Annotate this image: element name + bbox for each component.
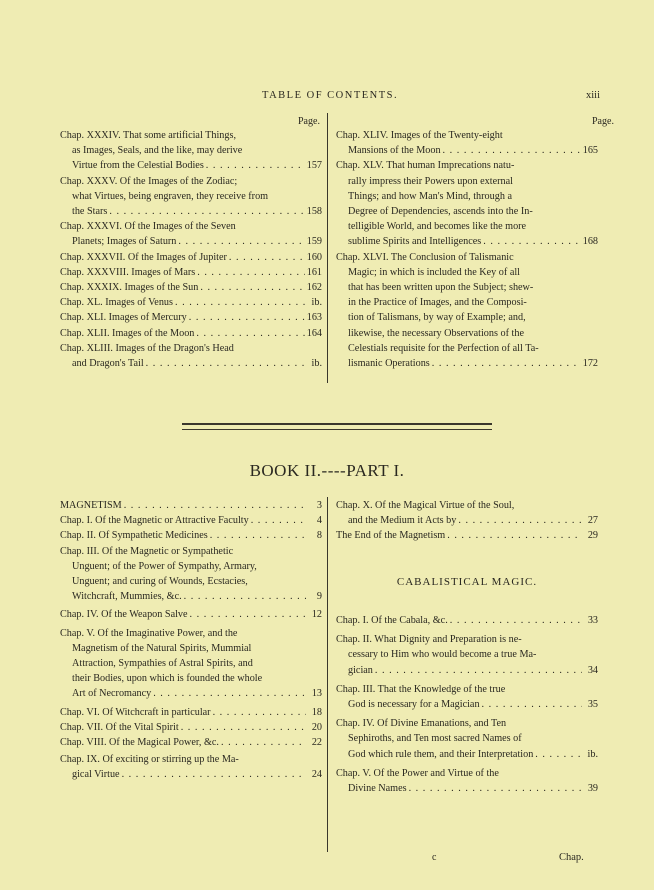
dot-leader (375, 663, 582, 678)
toc-entry (60, 607, 322, 622)
dot-leader (189, 310, 305, 325)
cabalistical-heading: CABALISTICAL MAGIC. (396, 576, 538, 588)
toc-entry-line: in the Practice of Images, and the Composi- (348, 297, 527, 309)
toc-entry-title: Virtue from the Celestial Bodies (72, 160, 204, 172)
toc-entry-page: 34 (587, 664, 598, 676)
dot-leader (450, 613, 582, 628)
toc-entry-title: Chap. XXXVIII. Images of Mars (60, 266, 196, 278)
toc-entry-page: 172 (582, 358, 598, 370)
toc-entry (60, 326, 322, 341)
toc-entry-page: 163 (306, 312, 322, 324)
toc-entry (60, 310, 322, 325)
toc-entry-line: Chap. XLV. That human Imprecations natu- (336, 160, 515, 172)
toc-entry-line: Chap. III. Of the Magnetic or Sympathetic (60, 545, 234, 557)
toc-entry-line: Chap. IV. Of Divine Emanations, and Ten (336, 718, 507, 730)
toc-entry-line: Magic; in which is included the Key of all (348, 266, 521, 278)
toc-entry-line: telligible World, and becomes like the more (348, 221, 527, 233)
toc-entry-title: gician (348, 664, 373, 676)
dot-leader (535, 747, 582, 762)
dot-leader (213, 705, 306, 720)
toc-entry-line: Chap. XLIV. Images of the Twenty-eight (336, 130, 503, 141)
toc-entry (336, 682, 598, 712)
dot-leader (124, 498, 306, 513)
toc-entry (60, 720, 322, 735)
toc-left-column (60, 128, 322, 371)
toc-entry-title: Chap. VIII. Of the Magical Power, &c. (60, 737, 219, 749)
toc-entry-line: Chap. XXXIV. That some artificial Things, (60, 130, 236, 141)
page-label-right: Page. (592, 116, 614, 127)
toc-entry-line: what Virtues, being engraven, they receive from (72, 190, 269, 202)
toc-entry-title: Planets; Images of Saturn (72, 236, 177, 248)
toc-entry-title: the Stars (72, 206, 108, 218)
toc-entry-line: Attraction, Sympathies of Astral Spirits, and (72, 658, 253, 670)
toc-entry-page: 22 (311, 737, 322, 749)
toc-entry-line: Chap. II. What Dignity and Preparation is ne- (336, 634, 522, 646)
toc-entry-page: 35 (587, 699, 598, 711)
toc-entry (60, 250, 322, 265)
toc-entry (60, 341, 322, 371)
toc-entry-title: Chap. VII. Of the Vital Spirit (60, 721, 179, 733)
toc-entry-page: 160 (306, 251, 322, 263)
dot-leader (200, 280, 304, 295)
toc-right-column (336, 128, 598, 371)
toc-entry-page: 164 (306, 327, 322, 339)
toc-entry (60, 128, 322, 174)
toc-entry-line: Chap. V. Of the Imaginative Power, and the (60, 627, 238, 639)
toc-entry (336, 158, 598, 249)
dot-leader (443, 143, 581, 158)
toc-entry-line: Magnetism of the Natural Spirits, Mummial (72, 642, 252, 654)
running-header-title: TABLE OF CONTENTS. (262, 90, 399, 101)
toc-entry-title: and Dragon's Tail (72, 358, 144, 370)
toc-entry-title: Chap. IV. Of the Weapon Salve (60, 609, 188, 621)
toc-entry-page: 24 (311, 769, 322, 781)
dot-leader (146, 356, 306, 371)
toc-entry-line: Chap. XXXV. Of the Images of the Zodiac; (60, 175, 238, 187)
toc-entry-title: Chap. XLI. Images of Mercury (60, 312, 187, 324)
dot-leader (190, 607, 306, 622)
toc-entry-title: Art of Necromancy (72, 688, 152, 700)
toc-entry-page: 161 (306, 266, 322, 278)
toc-entry-page: 18 (311, 706, 322, 718)
toc-entry (60, 174, 322, 220)
toc-entry-page: 4 (316, 515, 322, 527)
dot-leader (122, 767, 306, 782)
divider-rule-thin (182, 429, 492, 430)
toc-entry (60, 528, 322, 543)
toc-entry (60, 626, 322, 702)
toc-entry-title: Chap. XLII. Images of the Moon (60, 327, 195, 339)
toc-entry-line: Unguent; of the Power of Sympathy, Armary, (72, 560, 257, 572)
toc-entry-title: Chap. VI. Of Witchcraft in particular (60, 706, 211, 718)
toc-entry-page: 9 (316, 591, 322, 603)
book-title: BOOK II.----PART I. (249, 461, 405, 480)
toc-entry-line: Chap. XLVI. The Conclusion of Talismanic (336, 251, 514, 263)
toc-entry (336, 632, 598, 678)
toc-entry-page: 27 (587, 515, 598, 527)
toc-entry-title: Divine Names (348, 783, 407, 795)
dot-leader (447, 528, 582, 543)
dot-leader (221, 735, 306, 750)
toc-entry-page: 165 (582, 145, 598, 157)
dot-leader (482, 697, 582, 712)
toc-entry (336, 528, 598, 543)
toc-entry (60, 752, 322, 782)
toc-entry-page: 29 (587, 530, 598, 542)
toc2-right-column-magnetism (336, 498, 598, 544)
catchword: Chap. (559, 852, 584, 863)
toc-entry-title: sublime Spirits and Intelligences (348, 236, 482, 248)
dot-leader (251, 513, 306, 528)
toc-entry-title: Chap. I. Of the Cabala, &c. (336, 615, 448, 626)
dot-leader (210, 528, 306, 543)
toc-entry-title: gical Virtue (72, 769, 120, 781)
toc-entry-line: likewise, the necessary Observations of the (348, 327, 524, 339)
toc-entry-page: 13 (311, 688, 322, 700)
dot-leader (197, 265, 304, 280)
toc-entry-title: The End of the Magnetism (336, 530, 446, 542)
toc-entry-title: Chap. XL. Images of Venus (60, 297, 173, 309)
toc-entry-page: 158 (306, 206, 322, 218)
page-numeral: xiii (586, 90, 601, 101)
dot-leader (458, 513, 582, 528)
toc-entry-page: 159 (306, 236, 322, 248)
toc-entry-line: Chap. IX. Of exciting or stirring up the Ma- (60, 754, 239, 766)
dot-leader (181, 720, 306, 735)
toc-entry (336, 498, 598, 528)
toc-entry-title: and the Medium it Acts by (348, 515, 457, 527)
toc-entry (336, 613, 598, 628)
toc-entry-page: ib. (587, 748, 598, 760)
toc-entry-line: tion of Talismans, by way of Example; and, (348, 312, 526, 324)
dot-leader (184, 589, 306, 604)
toc-entry-title: Mansions of the Moon (348, 145, 441, 157)
toc-entry-page: 20 (311, 721, 322, 733)
toc-entry (60, 544, 322, 605)
toc-entry (60, 735, 322, 750)
toc-entry-line: Chap. V. Of the Power and Virtue of the (336, 767, 499, 779)
toc-entry-title: lismanic Operations (348, 358, 430, 370)
toc-entry-line: as Images, Seals, and the like, may derive (72, 145, 243, 157)
divider-rule-thick (182, 423, 492, 425)
toc-entry-title: Chap. XXXIX. Images of the Sun (60, 282, 199, 294)
toc-entry-line: Celestials requisite for the Perfection of all Ta- (348, 342, 539, 354)
toc2-left-column (60, 498, 322, 783)
toc-entry (60, 705, 322, 720)
toc-entry-line: Degree of Dependencies, ascends into the In- (348, 206, 533, 218)
dot-leader (178, 234, 304, 249)
toc-entry-title: God which rule them, and their Interpretation (348, 748, 534, 760)
toc-entry-page: 39 (587, 783, 598, 795)
toc-entry (60, 295, 322, 310)
dot-leader (206, 158, 305, 173)
toc-entry (60, 265, 322, 280)
toc-entry-page: 12 (311, 609, 322, 621)
toc-entry-title: Witchcraft, Mummies, &c. (72, 591, 182, 603)
toc-entry-line: Chap. XXXVI. Of the Images of the Seven (60, 221, 236, 233)
toc-entry-line: Sephiroths, and Ten most sacred Names of (348, 733, 522, 745)
dot-leader (153, 686, 306, 701)
dot-leader (109, 204, 304, 219)
toc-entry-line: their Bodies, upon which is founded the whole (72, 673, 263, 685)
toc-entry-page: 168 (582, 236, 598, 248)
toc-entry-line: Unguent; and curing of Wounds, Ecstacies, (72, 576, 248, 588)
toc-entry-page: 8 (316, 530, 322, 542)
toc-entry-page: 3 (316, 500, 322, 511)
page-label-left: Page. (298, 116, 320, 127)
dot-leader (175, 295, 306, 310)
toc-entry-title: Chap. I. Of the Magnetic or Attractive Faculty (60, 515, 249, 527)
toc-entry-title: MAGNETISM (60, 500, 122, 511)
dot-leader (432, 356, 581, 371)
column-divider-bottom (327, 497, 328, 852)
toc-entry-title: Chap. II. Of Sympathetic Medicines (60, 530, 208, 542)
toc-entry-line: Things; and how Man's Mind, through a (348, 190, 512, 202)
toc-entry (60, 498, 322, 513)
toc-entry (336, 716, 598, 762)
toc-entry-line: that has been written upon the Subject; shew- (348, 282, 534, 294)
toc-entry-page: ib. (311, 297, 322, 309)
dot-leader (229, 250, 305, 265)
toc-entry-line: Chap. XLIII. Images of the Dragon's Head (60, 342, 234, 354)
toc-entry-page: 162 (306, 282, 322, 294)
toc-entry-line: Chap. X. Of the Magical Virtue of the Soul, (336, 500, 515, 511)
toc-entry (60, 513, 322, 528)
dot-leader (196, 326, 304, 341)
column-divider-top (327, 113, 328, 383)
toc2-right-column-cabala (336, 613, 598, 796)
toc-entry-line: Chap. III. That the Knowledge of the true (336, 683, 506, 695)
toc-entry-line: rally impress their Powers upon external (348, 175, 513, 187)
toc-entry-page: ib. (311, 358, 322, 370)
toc-entry-page: 157 (306, 160, 322, 172)
toc-entry (336, 128, 598, 158)
toc-entry (336, 766, 598, 796)
dot-leader (483, 234, 580, 249)
toc-entry-line: cessary to Him who would become a true Ma- (348, 649, 537, 661)
toc-entry-page: 33 (587, 615, 598, 626)
signature-mark: c (432, 852, 437, 863)
dot-leader (409, 781, 582, 796)
toc-entry (60, 280, 322, 295)
toc-entry-title: Chap. XXXVII. Of the Images of Jupiter (60, 251, 227, 263)
toc-entry (60, 219, 322, 249)
toc-entry (336, 250, 598, 372)
toc-entry-title: God is necessary for a Magician (348, 699, 480, 711)
